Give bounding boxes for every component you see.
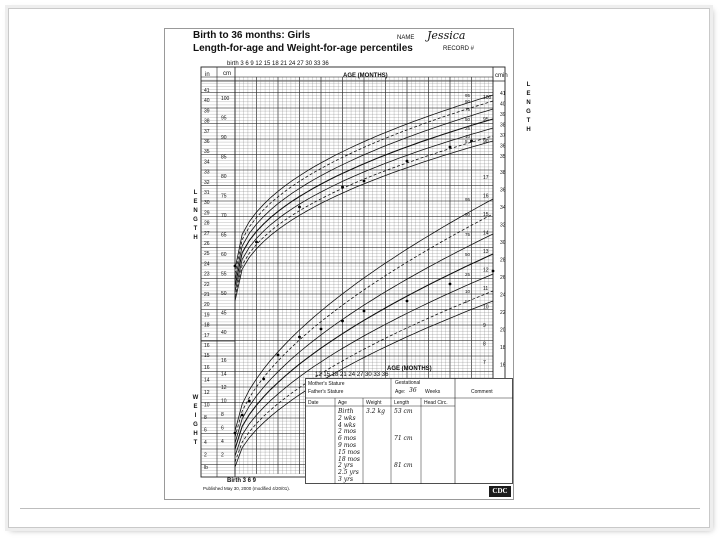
age-axis-label-top: AGE (MONTHS) — [343, 73, 388, 79]
tick-label-lb-right: 30 — [500, 240, 506, 246]
tick-label-lb: 12 — [204, 390, 210, 396]
tick-label-in-right: 39 — [500, 112, 506, 118]
chart-title: Birth to 36 months: Girls — [193, 30, 311, 41]
percentile-label: 90 — [465, 212, 471, 217]
length-data-point — [341, 186, 344, 189]
weight-data-point — [492, 270, 495, 273]
tick-label-lb-right: 22 — [500, 310, 506, 316]
tick-label-in: 30 — [204, 200, 210, 207]
length-label-left: L E N G T H — [193, 190, 198, 241]
tick-label-lb: 6 — [204, 427, 207, 434]
tick-label-lb-right: 28 — [500, 257, 506, 264]
percentile-label: 50 — [465, 117, 471, 122]
tick-label-in: 34 — [204, 159, 210, 166]
percentile-label: 75 — [465, 232, 471, 237]
tick-label-kg: 2 — [221, 452, 224, 459]
tick-label-in: 16 — [204, 343, 210, 349]
tick-label-kg-right: 9 — [483, 323, 486, 329]
name-value: Jessica — [427, 29, 466, 42]
weight-data-point — [248, 400, 251, 403]
tick-label-in: 23 — [204, 271, 210, 278]
tick-label-in-right: 36 — [500, 143, 506, 150]
table-cell: 2 mos — [338, 428, 357, 436]
weight-data-point — [341, 320, 344, 323]
tick-label-kg: 12 — [221, 385, 227, 391]
table-cell: 9 mos — [338, 442, 357, 449]
table-cell: 71 cm — [394, 435, 413, 443]
tick-label-kg-right: 10 — [483, 304, 489, 311]
weight-data-point — [262, 378, 265, 381]
tick-label-in: 26 — [204, 241, 210, 247]
tick-label-in-right: 41 — [500, 91, 506, 97]
tick-label-in: 25 — [204, 251, 210, 258]
weight-data-point — [449, 283, 452, 286]
tick-label-lb: 2 — [204, 452, 207, 459]
percentile-label: 75 — [465, 107, 471, 112]
table-header-cell: Length — [394, 400, 410, 406]
weight-data-point — [298, 336, 301, 339]
tick-label-in: 18 — [204, 322, 210, 329]
tick-label-cm: 55 — [221, 271, 227, 278]
percentile-label: 25 — [465, 126, 471, 131]
table-cell: 18 mos — [338, 455, 360, 463]
tick-label-cm: 80 — [221, 174, 227, 180]
tick-label-in: 35 — [204, 149, 210, 156]
percentile-label: 50 — [465, 252, 471, 257]
length-data-point — [255, 241, 258, 244]
tick-label-lb-right: 16 — [500, 362, 506, 369]
tick-label-cm: 90 — [221, 135, 227, 141]
tick-label-lb-right: 38 — [500, 170, 506, 176]
unit-cm-right: cm — [495, 73, 503, 79]
weeks-label: Weeks — [425, 389, 441, 395]
tick-label-kg: 8 — [221, 412, 224, 418]
tick-label-in: 38 — [204, 118, 210, 125]
table-cell: 3 yrs — [338, 476, 354, 483]
tick-label-lb-right: 32 — [500, 222, 506, 229]
tick-label-in: 29 — [204, 210, 210, 217]
tick-label-lb-right: 34 — [500, 205, 506, 211]
tick-label-kg-right: 16 — [483, 193, 489, 200]
tick-label-kg-right: 17 — [483, 175, 489, 181]
weight-data-point — [320, 328, 323, 331]
table-header-cell: Head Circ. — [424, 400, 448, 406]
tick-label-lb-right: 20 — [500, 327, 506, 334]
table-cell: 15 mos — [338, 448, 360, 456]
length-data-point — [363, 180, 366, 183]
percentile-label: 5 — [465, 299, 468, 304]
cdc-logo: CDC — [489, 486, 511, 497]
table-cell: 4 wks — [338, 421, 356, 429]
tick-label-in: 32 — [204, 179, 210, 186]
gestational-age-label: Age: — [395, 389, 406, 395]
tick-label-cm: 75 — [221, 193, 227, 200]
name-label: NAME — [397, 35, 415, 41]
tick-label-kg-right: 13 — [483, 249, 489, 255]
weight-data-point — [363, 310, 366, 313]
tick-label-in: 20 — [204, 302, 210, 309]
table-cell: Birth — [338, 408, 354, 415]
gestational-age-value: 36 — [409, 387, 417, 394]
tick-label-in: 27 — [204, 230, 210, 237]
percentile-label: 10 — [465, 134, 471, 139]
tick-label-kg: 10 — [221, 398, 227, 405]
age-months-middle: 12 15 18 21 24 27 30 33 36 — [315, 372, 389, 378]
slide-footer-line — [20, 508, 700, 509]
tick-label-in: 19 — [204, 312, 210, 319]
tick-label-lb-right: 36 — [500, 187, 506, 194]
tick-label-in: 31 — [204, 190, 210, 196]
table-header-cell: Age — [338, 400, 347, 406]
record-label: RECORD # — [443, 46, 475, 52]
gestational-label: Gestational — [395, 380, 421, 386]
tick-label-in: 17 — [204, 332, 210, 339]
comment-label: Comment — [471, 389, 493, 395]
unit-cm-left: cm — [223, 71, 231, 77]
tick-label-lb: 4 — [204, 440, 207, 446]
tick-label-in: 33 — [204, 169, 210, 176]
percentile-label: 5 — [465, 139, 468, 144]
tick-label-kg: 16 — [221, 358, 227, 364]
chart-subtitle: Length-for-age and Weight-for-age percentiles — [193, 43, 413, 54]
tick-label-cm: 95 — [221, 115, 227, 122]
tick-label-lb: 16 — [204, 365, 210, 371]
age-months-top: birth 3 6 9 12 15 18 21 24 27 30 33 36 — [227, 61, 329, 67]
tick-label-lb: 8 — [204, 415, 207, 421]
tick-label-lb-right: 18 — [500, 345, 506, 351]
tick-label-in: 28 — [204, 220, 210, 227]
tick-label-cm: 100 — [221, 96, 230, 102]
weight-data-point — [277, 354, 280, 357]
percentile-label: 90 — [465, 99, 471, 104]
published-note: Published May 30, 2000 (modified 4/20/01). — [203, 486, 291, 491]
table-cell: 2 yrs — [338, 462, 354, 470]
length-data-point — [234, 265, 237, 268]
tick-label-in: 24 — [204, 261, 210, 268]
tick-label-kg-right: 15 — [483, 212, 489, 218]
percentile-label: 10 — [465, 289, 471, 294]
tick-label-cm-right: 90 — [483, 139, 489, 145]
table-cell: 3.2 kg — [366, 408, 385, 415]
percentile-label: 25 — [465, 272, 471, 277]
table-header-cell: Weight — [366, 400, 382, 406]
tick-label-kg-right: 14 — [483, 230, 489, 237]
tick-label-cm: 40 — [221, 330, 227, 336]
tick-label-cm-right: 95 — [483, 117, 489, 123]
tick-label-kg-right: 7 — [483, 360, 486, 366]
table-header-cell: Date — [308, 400, 319, 406]
tick-label-kg-right: 12 — [483, 267, 489, 274]
tick-label-lb-right: 24 — [500, 292, 506, 299]
length-data-point — [449, 146, 452, 149]
tick-label-in: 15 — [204, 353, 210, 360]
weight-data-point — [241, 414, 244, 417]
tick-label-in: 22 — [204, 281, 210, 288]
weight-data-point — [234, 432, 237, 435]
tick-label-cm: 50 — [221, 291, 227, 297]
tick-label-in-right: 35 — [500, 154, 506, 160]
tick-label-lb: 10 — [204, 402, 210, 409]
unit-in-right: in — [503, 73, 508, 79]
table-cell: 2 wks — [338, 414, 356, 422]
tick-label-kg-right: 8 — [483, 341, 486, 348]
tick-label-kg: 4 — [221, 439, 224, 445]
unit-in-left: in — [205, 72, 210, 78]
tick-label-lb: 14 — [204, 377, 210, 384]
percentile-label: 95 — [465, 197, 471, 202]
tick-label-cm: 60 — [221, 252, 227, 258]
mother-stature-label: Mother's Stature — [308, 381, 345, 387]
tick-label-in-right: 37 — [500, 133, 506, 139]
age-months-bottom: Birth 3 6 9 — [227, 478, 257, 484]
tick-label-in-right: 38 — [500, 122, 506, 129]
father-stature-label: Father's Stature — [308, 389, 344, 395]
tick-label-cm: 65 — [221, 232, 227, 239]
tick-label-in: 36 — [204, 139, 210, 145]
length-data-point — [406, 160, 409, 163]
table-cell: 6 mos — [338, 435, 357, 443]
tick-label-in: 41 — [204, 88, 210, 94]
tick-label-lb-right: 26 — [500, 275, 506, 281]
tick-label-cm: 70 — [221, 213, 227, 219]
age-axis-label-middle: AGE (MONTHS) — [387, 366, 432, 372]
measurement-table — [305, 378, 513, 484]
table-cell: 81 cm — [394, 462, 413, 470]
percentile-label: 95 — [465, 93, 471, 98]
tick-label-cm: 45 — [221, 310, 227, 317]
tick-label-kg: 6 — [221, 425, 224, 432]
tick-label-cm-right: 100 — [483, 95, 492, 101]
length-data-point — [470, 140, 473, 143]
tick-label-in: 39 — [204, 108, 210, 115]
table-cell: 2.5 yrs — [338, 469, 359, 477]
tick-label-cm: 85 — [221, 154, 227, 161]
tick-label-kg-right: 11 — [483, 286, 489, 292]
tick-label-in: 37 — [204, 128, 210, 135]
weight-label-left: W E I G H T — [192, 395, 199, 446]
growth-chart-sheet — [164, 28, 531, 500]
weight-data-point — [406, 300, 409, 303]
tick-label-lb: lb — [204, 465, 208, 471]
tick-label-in: 40 — [204, 98, 210, 105]
tick-label-kg: 14 — [221, 371, 227, 378]
length-data-point — [298, 206, 301, 209]
table-cell: 53 cm — [394, 408, 413, 415]
tick-label-in-right: 40 — [500, 101, 506, 108]
length-label-right: L E N G T H — [526, 82, 531, 133]
tick-label-in: 21 — [204, 292, 210, 298]
